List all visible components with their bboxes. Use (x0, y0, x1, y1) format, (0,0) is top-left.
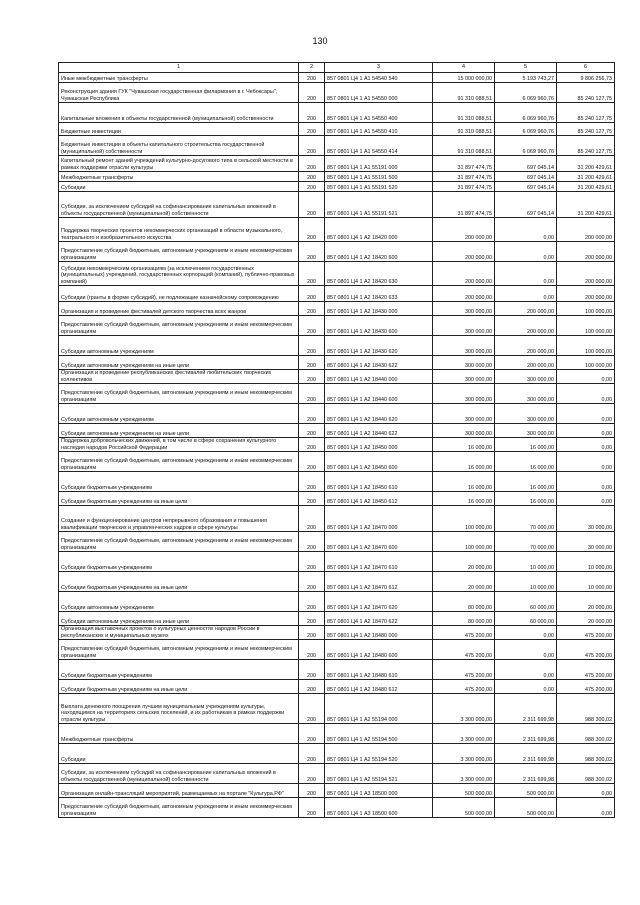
row-code: 857 0801 Ц4 1 А1 55191 500 (325, 172, 433, 182)
row-value-5: 2 311 699,98 (495, 744, 557, 764)
row-value-6: 475 200,00 (557, 680, 615, 694)
row-col-2: 200 (299, 764, 325, 784)
row-name: Субсидии бюджетным учреждениям на иные цели (59, 492, 299, 506)
row-col-2: 200 (299, 286, 325, 302)
row-code: 857 0801 Ц4 1 А2 18440 622 (325, 424, 433, 438)
row-value-5: 2 311 699,98 (495, 764, 557, 784)
row-code: 857 0801 Ц4 1 А2 18470 612 (325, 572, 433, 592)
row-name: Предоставление субсидий бюджетным, автономным учреждениям и иным некоммерческим организациям (59, 316, 299, 336)
row-code: 857 0801 Ц4 1 А2 18480 600 (325, 640, 433, 660)
row-code: 857 0801 Ц4 1 А2 18480 612 (325, 680, 433, 694)
row-value-4: 3 300 000,00 (433, 744, 495, 764)
row-value-4: 16 000,00 (433, 472, 495, 492)
row-value-5: 200 000,00 (495, 316, 557, 336)
row-value-6: 988 300,02 (557, 724, 615, 744)
row-code: 857 0801 Ц4 1 А2 18470 000 (325, 506, 433, 532)
row-value-4: 16 000,00 (433, 492, 495, 506)
row-col-2: 200 (299, 302, 325, 316)
row-name: Бюджетные инвестиции (59, 123, 299, 136)
table-row (59, 680, 615, 694)
row-value-5: 5 193 743,27 (495, 73, 557, 83)
row-col-2: 200 (299, 182, 325, 192)
row-value-5: 0,00 (495, 262, 557, 286)
row-value-5: 6 069 960,76 (495, 123, 557, 136)
row-value-6: 0,00 (557, 438, 615, 452)
row-value-5: 16 000,00 (495, 452, 557, 472)
row-value-6: 31 200 429,61 (557, 156, 615, 172)
row-value-5: 697 045,14 (495, 156, 557, 172)
row-value-4: 300 000,00 (433, 302, 495, 316)
row-value-5: 697 045,14 (495, 182, 557, 192)
table-row (59, 182, 615, 192)
row-value-5: 200 000,00 (495, 302, 557, 316)
row-value-5: 70 000,00 (495, 506, 557, 532)
row-code: 857 0801 Ц4 1 А1 54550 414 (325, 136, 433, 156)
table-row (59, 612, 615, 626)
table-row (59, 262, 615, 286)
row-code: 857 0801 Ц4 1 А1 54540 540 (325, 73, 433, 83)
row-value-5: 60 000,00 (495, 592, 557, 612)
row-code: 857 0801 Ц4 1 А2 18440 000 (325, 370, 433, 384)
row-value-6: 0,00 (557, 452, 615, 472)
row-value-5: 70 000,00 (495, 532, 557, 552)
row-value-4: 91 310 088,51 (433, 136, 495, 156)
row-value-4: 20 000,00 (433, 572, 495, 592)
table-row (59, 640, 615, 660)
row-code: 857 0801 Ц4 1 А2 55194 500 (325, 724, 433, 744)
row-name: Субсидии бюджетным учреждениям (59, 472, 299, 492)
row-col-2: 200 (299, 73, 325, 83)
row-value-5: 60 000,00 (495, 612, 557, 626)
row-col-2: 200 (299, 744, 325, 764)
row-value-4: 100 000,00 (433, 506, 495, 532)
row-value-4: 300 000,00 (433, 370, 495, 384)
row-col-2: 200 (299, 506, 325, 532)
table-row (59, 472, 615, 492)
row-value-4: 100 000,00 (433, 532, 495, 552)
row-value-5: 16 000,00 (495, 438, 557, 452)
row-value-6: 0,00 (557, 472, 615, 492)
row-value-5: 0,00 (495, 626, 557, 640)
row-value-6: 30 000,00 (557, 506, 615, 532)
row-name: Поддержка творческих проектов некоммерческих организаций в области музыкального, театрального и изобразительного искусства (59, 218, 299, 242)
row-value-6: 20 000,00 (557, 592, 615, 612)
row-name: Субсидии некоммерческим организациям (за исключением государственных (муниципальных) учреждений, государственных корпораций (компаний), публично-правовых компаний) (59, 262, 299, 286)
row-name: Иные межбюджетные трансферты (59, 73, 299, 83)
header-col-4: 4 (433, 63, 495, 73)
row-value-6: 10 000,00 (557, 572, 615, 592)
row-value-4: 200 000,00 (433, 242, 495, 262)
row-col-2: 200 (299, 424, 325, 438)
row-value-4: 500 000,00 (433, 784, 495, 798)
table-row (59, 532, 615, 552)
table-row (59, 724, 615, 744)
row-value-5: 0,00 (495, 640, 557, 660)
table-row (59, 592, 615, 612)
row-code: 857 0801 Ц4 1 А3 18500 000 (325, 784, 433, 798)
row-value-6: 100 000,00 (557, 356, 615, 370)
row-value-6: 100 000,00 (557, 302, 615, 316)
row-value-5: 0,00 (495, 242, 557, 262)
row-value-5: 200 000,00 (495, 336, 557, 356)
header-col-5: 5 (495, 63, 557, 73)
row-code: 857 0801 Ц4 1 А3 18500 600 (325, 798, 433, 818)
row-value-4: 80 000,00 (433, 612, 495, 626)
row-name: Поддержка добровольческих движений, в том числе в сфере сохранения культурного наследия народов Российской Федерации (59, 438, 299, 452)
row-name: Субсидии (59, 182, 299, 192)
row-value-4: 91 310 088,51 (433, 83, 495, 103)
row-col-2: 200 (299, 316, 325, 336)
row-code: 857 0801 Ц4 1 А2 18420 000 (325, 218, 433, 242)
table-row (59, 784, 615, 798)
row-value-6: 0,00 (557, 424, 615, 438)
row-value-4: 31 897 474,75 (433, 156, 495, 172)
row-value-6: 0,00 (557, 384, 615, 404)
row-value-6: 988 300,02 (557, 694, 615, 724)
row-code: 857 0801 Ц4 1 А1 55191 000 (325, 156, 433, 172)
row-value-6: 200 000,00 (557, 242, 615, 262)
row-name: Создание и функционирование центров непрерывного образования и повышения квалификации творческих и управленческих кадров в сфере культуры (59, 506, 299, 532)
row-name: Субсидии автономным учреждениям на иные цели (59, 356, 299, 370)
row-value-6: 988 300,02 (557, 744, 615, 764)
row-code: 857 0801 Ц4 1 А2 18430 600 (325, 316, 433, 336)
header-col-1: 1 (59, 63, 299, 73)
table-row (59, 384, 615, 404)
table-row (59, 302, 615, 316)
row-code: 857 0801 Ц4 1 А2 18420 633 (325, 286, 433, 302)
row-name: Капитальные вложения в объекты государственной (муниципальной) собственности (59, 103, 299, 123)
row-col-2: 200 (299, 784, 325, 798)
row-value-5: 697 045,14 (495, 192, 557, 218)
row-code: 857 0801 Ц4 1 А2 55194 520 (325, 744, 433, 764)
table-row (59, 744, 615, 764)
row-value-4: 475 200,00 (433, 640, 495, 660)
row-value-5: 300 000,00 (495, 424, 557, 438)
table-row (59, 492, 615, 506)
table-row (59, 136, 615, 156)
row-col-2: 200 (299, 262, 325, 286)
row-code: 857 0801 Ц4 1 А2 18450 000 (325, 438, 433, 452)
row-value-6: 30 000,00 (557, 532, 615, 552)
row-name: Предоставление субсидий бюджетным, автономным учреждениям и иным некоммерческим организациям (59, 640, 299, 660)
row-value-4: 500 000,00 (433, 798, 495, 818)
row-value-6: 0,00 (557, 370, 615, 384)
row-value-5: 6 069 960,76 (495, 83, 557, 103)
row-col-2: 200 (299, 156, 325, 172)
row-col-2: 200 (299, 660, 325, 680)
row-value-6: 31 200 429,61 (557, 192, 615, 218)
row-code: 857 0801 Ц4 1 А1 54550 400 (325, 103, 433, 123)
row-name: Организация и проведение республиканских фестивалей любительских творческих коллективов (59, 370, 299, 384)
table-row (59, 356, 615, 370)
row-col-2: 200 (299, 123, 325, 136)
row-name: Капитальный ремонт зданий учреждений культурно-досугового типа в сельской местности в рамках поддержки отрасли культуры (59, 156, 299, 172)
row-col-2: 200 (299, 572, 325, 592)
row-value-5: 300 000,00 (495, 404, 557, 424)
row-col-2: 200 (299, 680, 325, 694)
table-row (59, 172, 615, 182)
row-col-2: 200 (299, 438, 325, 452)
table-row (59, 192, 615, 218)
row-col-2: 200 (299, 370, 325, 384)
table-row (59, 798, 615, 818)
row-value-4: 475 200,00 (433, 660, 495, 680)
row-value-5: 500 000,00 (495, 784, 557, 798)
row-col-2: 200 (299, 83, 325, 103)
row-value-4: 200 000,00 (433, 262, 495, 286)
table-row (59, 336, 615, 356)
row-value-6: 10 000,00 (557, 552, 615, 572)
row-value-6: 0,00 (557, 404, 615, 424)
row-name: Предоставление субсидий бюджетным, автономным учреждениям и иным некоммерческим организациям (59, 532, 299, 552)
row-code: 857 0801 Ц4 1 А2 18480 610 (325, 660, 433, 680)
row-code: 857 0801 Ц4 1 А2 18470 600 (325, 532, 433, 552)
row-value-6: 100 000,00 (557, 336, 615, 356)
row-col-2: 200 (299, 694, 325, 724)
row-col-2: 200 (299, 404, 325, 424)
row-code: 857 0801 Ц4 1 А1 55191 521 (325, 192, 433, 218)
row-value-6: 200 000,00 (557, 286, 615, 302)
table-row (59, 103, 615, 123)
row-col-2: 200 (299, 532, 325, 552)
row-value-6: 31 200 429,61 (557, 182, 615, 192)
table-row (59, 506, 615, 532)
row-value-4: 31 897 474,75 (433, 192, 495, 218)
table-row (59, 404, 615, 424)
row-code: 857 0801 Ц4 1 А1 55191 520 (325, 182, 433, 192)
row-value-5: 0,00 (495, 218, 557, 242)
row-code: 857 0801 Ц4 1 А2 18470 620 (325, 592, 433, 612)
row-col-2: 200 (299, 724, 325, 744)
row-col-2: 200 (299, 472, 325, 492)
row-value-5: 697 045,14 (495, 172, 557, 182)
row-value-4: 475 200,00 (433, 626, 495, 640)
row-value-4: 3 300 000,00 (433, 694, 495, 724)
row-value-5: 10 000,00 (495, 572, 557, 592)
row-value-4: 91 310 088,51 (433, 103, 495, 123)
row-value-4: 300 000,00 (433, 336, 495, 356)
row-value-6: 988 300,02 (557, 764, 615, 784)
row-value-5: 10 000,00 (495, 552, 557, 572)
table-row (59, 452, 615, 472)
row-value-6: 475 200,00 (557, 626, 615, 640)
row-col-2: 200 (299, 336, 325, 356)
row-name: Межбюджетные трансферты (59, 172, 299, 182)
header-col-3: 3 (325, 63, 433, 73)
row-name: Предоставление субсидий бюджетным, автономным учреждениям и иным некоммерческим организациям (59, 242, 299, 262)
row-value-4: 300 000,00 (433, 404, 495, 424)
row-value-4: 300 000,00 (433, 316, 495, 336)
row-name: Субсидии (гранты в форме субсидий), не подлежащие казначейскому сопровождению (59, 286, 299, 302)
row-name: Бюджетные инвестиции в объекты капитального строительства государственной (муниципальной) собственности (59, 136, 299, 156)
row-value-5: 200 000,00 (495, 356, 557, 370)
row-code: 857 0801 Ц4 1 А2 55194 521 (325, 764, 433, 784)
table-row (59, 552, 615, 572)
row-name: Субсидии бюджетным учреждениям (59, 552, 299, 572)
row-value-6: 475 200,00 (557, 660, 615, 680)
row-value-4: 200 000,00 (433, 218, 495, 242)
row-col-2: 200 (299, 452, 325, 472)
row-value-6: 85 240 127,75 (557, 136, 615, 156)
row-name: Субсидии бюджетным учреждениям на иные цели (59, 680, 299, 694)
row-name: Субсидии автономным учреждениям (59, 336, 299, 356)
table-row (59, 316, 615, 336)
row-value-4: 31 897 474,75 (433, 182, 495, 192)
row-col-2: 200 (299, 640, 325, 660)
row-value-6: 0,00 (557, 784, 615, 798)
row-value-6: 200 000,00 (557, 262, 615, 286)
row-code: 857 0801 Ц4 1 А2 18450 610 (325, 472, 433, 492)
table-row (59, 438, 615, 452)
row-value-4: 200 000,00 (433, 286, 495, 302)
row-col-2: 200 (299, 592, 325, 612)
table-row (59, 764, 615, 784)
row-code: 857 0801 Ц4 1 А2 18440 600 (325, 384, 433, 404)
row-value-6: 0,00 (557, 492, 615, 506)
row-col-2: 200 (299, 172, 325, 182)
row-code: 857 0801 Ц4 1 А2 18420 600 (325, 242, 433, 262)
row-code: 857 0801 Ц4 1 А2 18480 000 (325, 626, 433, 640)
row-code: 857 0801 Ц4 1 А1 54550 000 (325, 83, 433, 103)
header-col-6: 6 (557, 63, 615, 73)
row-value-6: 200 000,00 (557, 218, 615, 242)
row-value-4: 16 000,00 (433, 438, 495, 452)
row-col-2: 200 (299, 136, 325, 156)
row-value-6: 475 200,00 (557, 640, 615, 660)
table-row (59, 156, 615, 172)
row-code: 857 0801 Ц4 1 А2 18430 620 (325, 336, 433, 356)
table-row (59, 424, 615, 438)
row-value-4: 475 200,00 (433, 680, 495, 694)
row-col-2: 200 (299, 384, 325, 404)
row-code: 857 0801 Ц4 1 А2 18440 620 (325, 404, 433, 424)
row-col-2: 200 (299, 612, 325, 626)
table-row (59, 83, 615, 103)
row-value-4: 300 000,00 (433, 384, 495, 404)
row-value-6: 9 806 256,73 (557, 73, 615, 83)
row-code: 857 0801 Ц4 1 А2 18470 610 (325, 552, 433, 572)
row-code: 857 0801 Ц4 1 А2 18470 622 (325, 612, 433, 626)
row-value-4: 16 000,00 (433, 452, 495, 472)
row-value-4: 31 897 474,75 (433, 172, 495, 182)
page-number: 130 (312, 36, 328, 46)
row-name: Предоставление субсидий бюджетным, автономным учреждениям и иным некоммерческим организациям (59, 384, 299, 404)
row-value-4: 300 000,00 (433, 424, 495, 438)
row-value-6: 85 240 127,75 (557, 123, 615, 136)
row-name: Предоставление субсидий бюджетным, автономным учреждениям и иным некоммерческим организациям (59, 452, 299, 472)
row-col-2: 200 (299, 218, 325, 242)
row-col-2: 200 (299, 626, 325, 640)
row-name: Субсидии, за исключением субсидий на софинансирование капитальных вложений в объекты государственной (муниципальной) собственности (59, 192, 299, 218)
row-value-5: 300 000,00 (495, 370, 557, 384)
row-value-5: 500 000,00 (495, 798, 557, 818)
row-value-5: 6 069 960,76 (495, 103, 557, 123)
row-name: Субсидии автономным учреждениям на иные цели (59, 612, 299, 626)
row-name: Реконструкция здания ГУК "Чувашская государственная филармония в г. Чебоксары", Чувашская Республика (59, 83, 299, 103)
table-row (59, 660, 615, 680)
row-col-2: 200 (299, 798, 325, 818)
row-col-2: 200 (299, 356, 325, 370)
row-value-4: 3 300 000,00 (433, 764, 495, 784)
table-row (59, 626, 615, 640)
row-col-2: 200 (299, 492, 325, 506)
table-row (59, 572, 615, 592)
row-name: Субсидии автономным учреждениям (59, 592, 299, 612)
row-value-5: 0,00 (495, 286, 557, 302)
row-value-5: 0,00 (495, 660, 557, 680)
table-row (59, 286, 615, 302)
row-value-4: 80 000,00 (433, 592, 495, 612)
row-value-6: 0,00 (557, 798, 615, 818)
row-value-5: 300 000,00 (495, 384, 557, 404)
row-name: Субсидии (59, 744, 299, 764)
table-row (59, 218, 615, 242)
table-header-row (59, 63, 615, 73)
row-name: Субсидии автономным учреждениям на иные цели (59, 424, 299, 438)
row-code: 857 0801 Ц4 1 А2 55194 000 (325, 694, 433, 724)
row-code: 857 0801 Ц4 1 А2 18430 000 (325, 302, 433, 316)
row-col-2: 200 (299, 103, 325, 123)
row-value-6: 31 200 429,61 (557, 172, 615, 182)
row-code: 857 0801 Ц4 1 А2 18450 612 (325, 492, 433, 506)
row-code: 857 0801 Ц4 1 А2 18420 630 (325, 262, 433, 286)
row-value-5: 6 069 960,76 (495, 136, 557, 156)
row-value-4: 91 310 088,51 (433, 123, 495, 136)
row-name: Предоставление субсидий бюджетным, автономным учреждениям и иным некоммерческим организациям (59, 798, 299, 818)
row-name: Субсидии автономным учреждениям (59, 404, 299, 424)
row-value-4: 3 300 000,00 (433, 724, 495, 744)
row-code: 857 0801 Ц4 1 А2 18450 600 (325, 452, 433, 472)
row-name: Выплата денежного поощрения лучшим муниципальным учреждениям культуры, находящимся на территориях сельских поселений, и их работникам в рамках поддержки отрасли культуры (59, 694, 299, 724)
row-code: 857 0801 Ц4 1 А2 18430 622 (325, 356, 433, 370)
row-name: Межбюджетные трансферты (59, 724, 299, 744)
row-code: 857 0801 Ц4 1 А1 54550 410 (325, 123, 433, 136)
budget-table (58, 62, 615, 818)
row-name: Субсидии, за исключением субсидий на софинансирование капитальных вложений в объекты государственной (муниципальной) собственности (59, 764, 299, 784)
row-name: Субсидии бюджетным учреждениям (59, 660, 299, 680)
row-value-4: 15 000 000,00 (433, 73, 495, 83)
row-value-5: 16 000,00 (495, 492, 557, 506)
row-value-4: 300 000,00 (433, 356, 495, 370)
row-name: Организация и проведение фестивалей детского творчества всех жанров (59, 302, 299, 316)
row-col-2: 200 (299, 552, 325, 572)
row-value-6: 85 240 127,75 (557, 103, 615, 123)
row-value-4: 20 000,00 (433, 552, 495, 572)
table-row (59, 73, 615, 83)
table-row (59, 242, 615, 262)
row-value-6: 85 240 127,75 (557, 83, 615, 103)
row-value-6: 20 000,00 (557, 612, 615, 626)
table-row (59, 370, 615, 384)
row-value-5: 0,00 (495, 680, 557, 694)
row-value-5: 2 311 699,98 (495, 724, 557, 744)
row-value-5: 16 000,00 (495, 472, 557, 492)
row-name: Организация онлайн-трансляций мероприятий, размещаемых на портале "Культура.РФ" (59, 784, 299, 798)
header-col-2: 2 (299, 63, 325, 73)
row-name: Организация выставочных проектов о культурных ценностях народов России в республиканских и муниципальных музеях (59, 626, 299, 640)
row-name: Субсидии бюджетным учреждениям на иные цели (59, 572, 299, 592)
row-col-2: 200 (299, 192, 325, 218)
row-value-5: 2 311 699,98 (495, 694, 557, 724)
table-row (59, 694, 615, 724)
row-col-2: 200 (299, 242, 325, 262)
table-row (59, 123, 615, 136)
row-value-6: 100 000,00 (557, 316, 615, 336)
